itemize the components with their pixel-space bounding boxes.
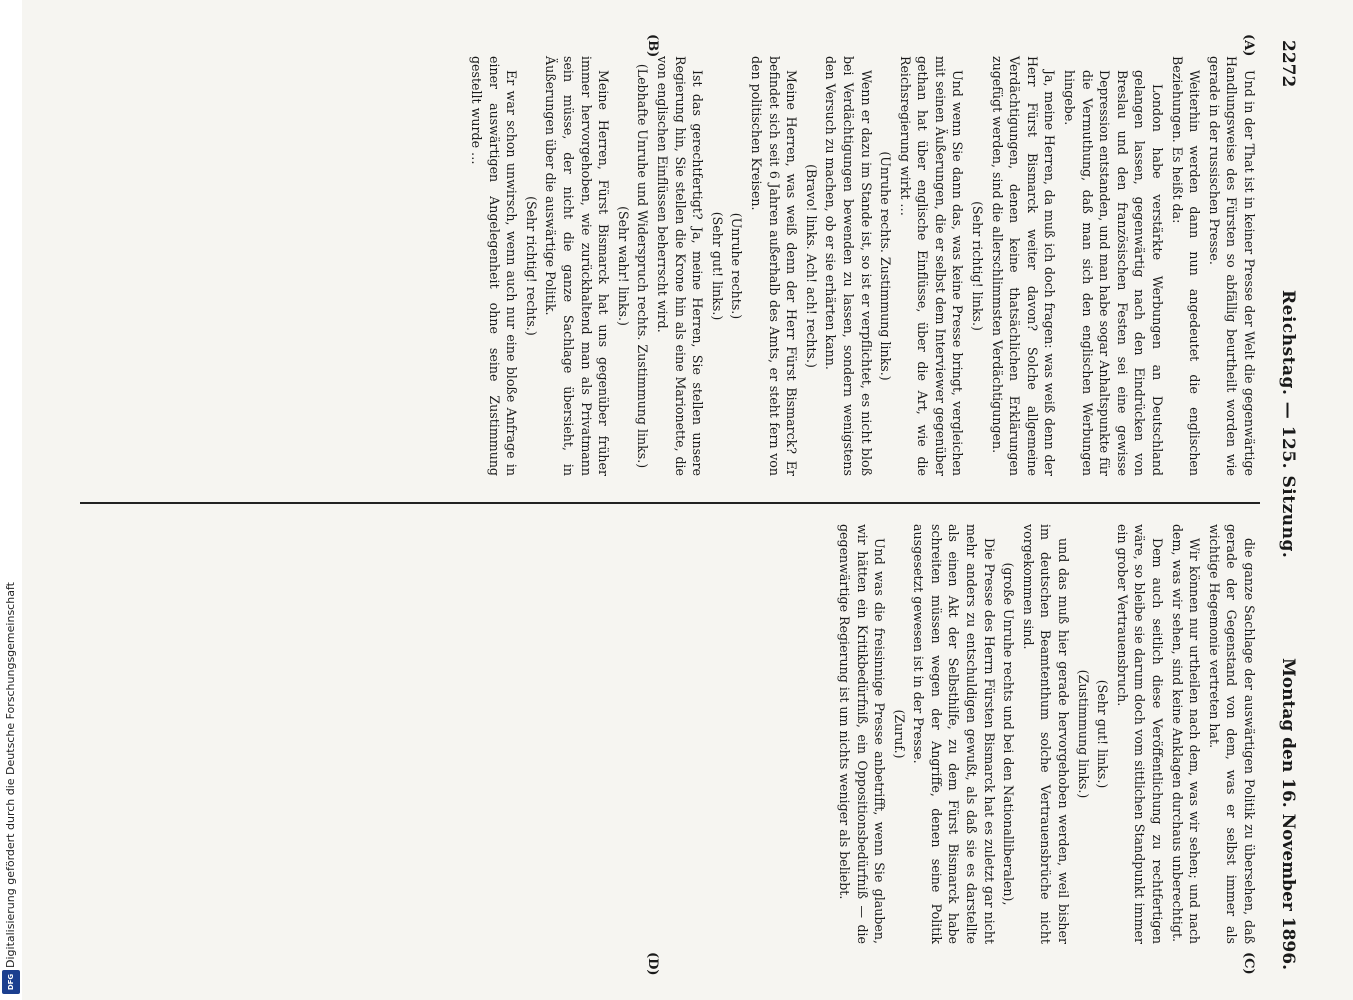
paragraph: Wir können nur urtheilen nach dem, was wir sehen; und nach dem, was wir sehen, sind keine Anklagen durchaus unberechtigt. — [1169, 524, 1203, 944]
left-column — [465, 56, 1258, 476]
right-column — [833, 524, 1258, 944]
page-number: 2272 — [1278, 40, 1298, 88]
paragraph: und das muß hier gerade hervorgehoben werden, weil bisher im deutschen Beamtenthum solche Vertrauensbrüche nicht vorgekommen sind. — [1020, 524, 1072, 944]
interjection: (große Unruhe rechts und bei den Nationalliberalen), — [1001, 562, 1017, 906]
interjection: (Sehr gut! links.) — [1095, 679, 1111, 789]
rotated-document — [60, 34, 1300, 976]
interjection: (Zuruf.) — [891, 709, 907, 759]
paragraph: Ja, meine Herren, da muß ich doch fragen: was weiß denn der Herr Fürst Bismarck weiter davon? Solche allgemeine Verdächtigungen, denen keine thatsächlichen Erklärungen zugefügt werden, sind die allerschlimmsten Verdächtigungen. — [989, 56, 1058, 476]
page-header — [1268, 40, 1298, 970]
margin-mark-b: (B) — [645, 34, 660, 58]
header-date: Montag den 16. November 1896. — [1278, 657, 1298, 970]
interjection: (Sehr gut! links.) — [709, 211, 725, 321]
margin-mark-c: (C) — [1241, 952, 1256, 975]
paragraph: Wenn er dazu im Stande ist, so ist er verpflichtet, es nicht bloß bei Verdächtigungen bewenden zu lassen, sondern wenigstens den Versuch zu machen, ob er sie erhärten kann. — [823, 56, 874, 476]
paragraph: Die Presse des Herrn Fürsten Bismarck hat es zuletzt gar nicht mehr anders zu entschuldigen gewußt, als daß sie es darstellte als einen Akt der Selbsthilfe, zu dem Fürst Bismarck habe schreiten müssen wegen der Angriffe, denen seine Politik ausgesetzt gewesen ist in der Presse. — [911, 524, 997, 944]
digitization-credit: Digitalisierung gefördert durch die Deutsche Forschungsgemeinschaft — [4, 582, 17, 968]
dfg-logo-icon — [2, 970, 20, 994]
paragraph: Und wenn Sie dann das, was keine Presse bringt, vergleichen mit seinen Äußerungen, die er selbst dem Interviewer gegenüber gethan hat über englische Einflüsse, über die Art, wie die Reichsregierung wirkt … — [897, 56, 966, 476]
paragraph: Meine Herren, Fürst Bismarck hat uns gegenüber früher immer hervorgehoben, wie zurückhaltend man als Privatmann sein müsse, der nicht die ganze Sachlage übersieht, in Äußerungen über die auswärtige Politik. — [543, 56, 612, 476]
margin-mark-d: (D) — [645, 952, 660, 976]
paragraph: Dem auch seitlich diese Veröffentlichung zu rechtfertigen wäre, so bleibe sie darum doch vom sittlichen Standpunkt immer ein grober Vertrauensbruch. — [1114, 524, 1166, 944]
paragraph: Ist das gerechtfertigt? Ja, meine Herren, Sie stellen unsere Regierung hin, Sie stellen die Krone hin als eine Marionette, die von englischen Einflüssen beherrscht wird. — [655, 56, 706, 476]
paragraph: Und was die freisinnige Presse anbetrifft, wenn Sie glauben, wir hätten ein Kritikbedürfniß, ein Oppositionsbedürfniß — die gegenwärtige Regierung ist um nichts weniger als beliebt. — [836, 524, 888, 944]
interjection: (Sehr richtig! rechts.) — [523, 196, 539, 336]
interjection: (Bravo! links. Ach! ach! rechts.) — [803, 164, 819, 368]
column-divider — [80, 502, 1260, 504]
interjection: (Lebhafte Unruhe und Widerspruch rechts. Zustimmung links.) — [635, 63, 651, 469]
interjection: (Zustimmung links.) — [1075, 669, 1091, 799]
interjection: (Sehr richtig! links.) — [970, 201, 986, 331]
dfg-logo-text: DFG — [7, 973, 15, 991]
quotation: London habe verstärkte Werbungen an Deutschland gelangen lassen, gegenwärtig nach den Eindrücken von Breslau und den französischen Festen sei eine gewisse Depression entstanden, und man habe sogar Anhaltspunkte für die Vermuthung, daß man sich den englischen Werbungen hingebe. — [1062, 70, 1166, 476]
digitization-sidebar — [0, 0, 22, 1000]
interjection: (Sehr wahr! links.) — [615, 206, 631, 326]
paragraph: Und in der That ist in keiner Presse der Welt die gegenwärtige Handlungsweise des Fürsten so abfällig beurtheilt worden wie gerade in der russischen Presse. — [1206, 56, 1257, 476]
paragraph: die ganze Sachlage der auswärtigen Politik zu übersehen, daß gerade der Gegenstand von dem, was er selbst immer als wichtige Hegemonie vertreten hat. — [1206, 524, 1257, 944]
paragraph: Weiterhin werden dann nun angedeutet die englischen Beziehungen. Es heißt da: — [1169, 56, 1203, 476]
header-title: Reichstag. — 125. Sitzung. — [1278, 290, 1298, 559]
interjection: (Unruhe rechts.) — [729, 212, 745, 320]
paragraph: Meine Herren, was weiß denn der Herr Fürst Bismarck? Er befindet sich seit 6 Jahren außerhalb des Amts, er steht fern von den politischen Kreisen. — [748, 56, 800, 476]
margin-mark-a: (A) — [1241, 34, 1256, 57]
interjection: (Unruhe rechts. Zustimmung links.) — [878, 151, 894, 381]
paragraph: Er war schon unwirsch, wenn auch nur eine bloße Anfrage in einer auswärtigen Angelegenheit ohne seine Zustimmung gestellt wurde … — [469, 56, 520, 476]
